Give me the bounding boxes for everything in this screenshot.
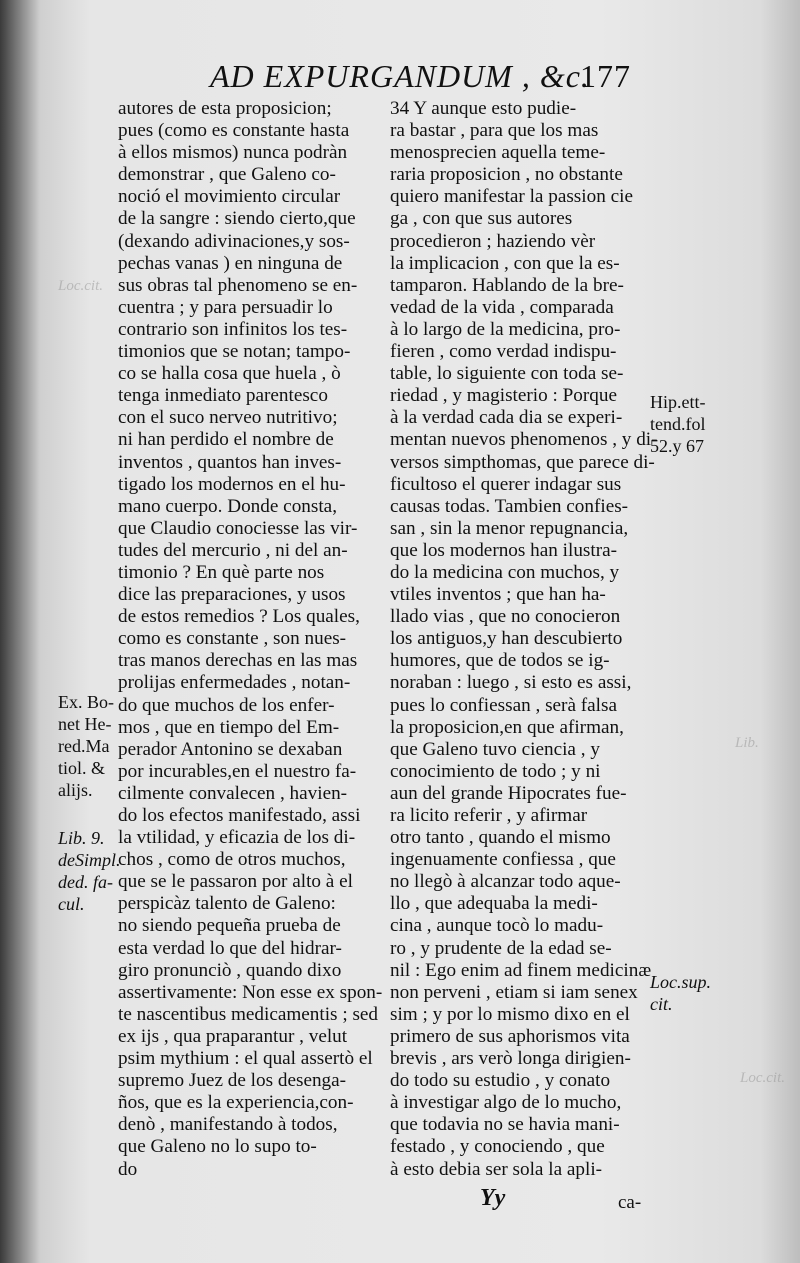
text-line: la vtilidad, y eficazia de los di- bbox=[118, 827, 356, 849]
text-line: do todo su estudio , y conato bbox=[390, 1070, 611, 1092]
text-line: vtiles inventos ; que han ha- bbox=[390, 584, 606, 606]
text-line: la implicacion , con que la es- bbox=[390, 252, 620, 274]
text-line: psim mythium : el qual assertò el bbox=[118, 1048, 373, 1070]
text-line: te nascentibus medicamentis ; sed bbox=[118, 1003, 379, 1025]
margin-note-line: ded. fa- bbox=[58, 872, 113, 893]
signature-mark: Yy bbox=[480, 1185, 506, 1211]
text-line: festado , y conociendo , que bbox=[390, 1136, 605, 1158]
text-line: 34 Y aunque esto pudie- bbox=[390, 98, 577, 119]
text-line: esta verdad lo que del hidrar- bbox=[118, 937, 342, 959]
running-head-title: AD EXPURGANDUM , &c. bbox=[210, 58, 590, 94]
text-line: à lo largo de la medicina, pro- bbox=[390, 318, 621, 340]
text-line: humores, que de todos se ig- bbox=[390, 650, 610, 672]
text-line: tenga inmediato parentesco bbox=[118, 385, 328, 407]
text-line: tamparon. Hablando de la bre- bbox=[390, 274, 624, 296]
margin-note-line: Loc.sup. bbox=[650, 972, 712, 992]
text-line: autores de esta proposicion; bbox=[118, 98, 332, 119]
text-line: noraban : luego , si esto es assi, bbox=[390, 672, 632, 694]
text-line: sim ; y por lo mismo dixo en el bbox=[390, 1003, 630, 1025]
text-line: nil : Ego enim ad finem medicinæ bbox=[390, 959, 652, 981]
text-line: primero de sus aphorismos vita bbox=[390, 1025, 630, 1047]
text-line: que todavia no se havia mani- bbox=[390, 1114, 620, 1136]
text-line: causas todas. Tambien confies- bbox=[390, 495, 629, 517]
catchword: ca- bbox=[618, 1192, 642, 1213]
text-line: ga , con que sus autores bbox=[390, 208, 573, 230]
text-line: perspicàz talento de Galeno: bbox=[118, 893, 336, 915]
text-line: demonstrar , que Galeno co- bbox=[118, 164, 336, 186]
text-line: no siendo pequeña prueba de bbox=[118, 915, 341, 937]
text-line: cilmente convalecen , havien- bbox=[118, 782, 348, 804]
text-line: timonios que se notan; tampo- bbox=[118, 341, 351, 363]
text-line: ra licito referir , y afirmar bbox=[390, 805, 588, 826]
text-line: con el suco nerveo nutritivo; bbox=[118, 407, 338, 429]
text-line: chos , como de otros muchos, bbox=[118, 849, 346, 871]
text-line: cina , aunque tocò lo madu- bbox=[390, 915, 604, 937]
text-line: por incurables,en el nuestro fa- bbox=[118, 760, 357, 782]
text-line: do los efectos manifestado, assi bbox=[118, 805, 361, 826]
text-line: que se le passaron por alto à el bbox=[118, 871, 353, 893]
text-line: co se halla cosa que huela , ò bbox=[118, 363, 341, 385]
margin-note-right-2 bbox=[650, 972, 711, 1016]
text-line: pues lo confiessan , serà falsa bbox=[390, 694, 617, 716]
margin-note-line: Hip.ett- bbox=[650, 392, 706, 412]
text-line: que Galeno no lo supo to- bbox=[118, 1136, 317, 1158]
margin-note-line: deSimpl. bbox=[58, 850, 121, 871]
text-line: que Galeno tuvo ciencia , y bbox=[390, 738, 600, 760]
text-line: conocimiento de todo ; y ni bbox=[390, 760, 601, 782]
text-line: como es constante , son nues- bbox=[118, 628, 347, 650]
text-line: perador Antonino se dexaban bbox=[118, 738, 343, 760]
text-line: aun del grande Hipocrates fue- bbox=[390, 782, 627, 804]
text-line: los antiguos,y han descubierto bbox=[390, 628, 623, 650]
text-line: ingenuamente confiessa , que bbox=[390, 849, 616, 871]
text-line: dice las preparaciones, y usos bbox=[118, 584, 346, 606]
text-line: table, lo siguiente con toda se- bbox=[390, 363, 624, 385]
text-line: ni han perdido el nombre de bbox=[118, 429, 334, 451]
left-text-column bbox=[118, 98, 383, 1181]
text-line: timonio ? En què parte nos bbox=[118, 561, 325, 583]
text-line: brevis , ars verò longa dirigien- bbox=[390, 1048, 631, 1070]
text-line: inventos , quantos han inves- bbox=[118, 451, 342, 473]
text-line: la proposicion,en que afirman, bbox=[390, 716, 624, 738]
text-line: prolijas enfermedades , notan- bbox=[118, 672, 351, 694]
bleed-through-text: Lib. bbox=[735, 735, 759, 751]
margin-note-line: net He- bbox=[58, 714, 112, 735]
text-line: que Claudio conociesse las vir- bbox=[118, 517, 358, 539]
margin-note-line: cit. bbox=[650, 994, 673, 1015]
margin-note-line: red.Ma bbox=[58, 736, 110, 757]
margin-note-left-2 bbox=[58, 828, 121, 916]
text-line: do que muchos de los enfer- bbox=[118, 694, 335, 716]
text-line: otro tanto , quando el mismo bbox=[390, 827, 611, 849]
text-line: pechas vanas ) en ninguna de bbox=[118, 252, 343, 274]
text-line: quiero manifestar la passion cie bbox=[390, 186, 633, 208]
margin-note-right-1 bbox=[650, 392, 706, 458]
text-line: de la sangre : siendo cierto,que bbox=[118, 208, 356, 230]
text-line: sus obras tal phenomeno se en- bbox=[118, 274, 358, 296]
text-line: à la verdad cada dia se experi- bbox=[390, 407, 623, 429]
text-line: mos , que en tiempo del Em- bbox=[118, 716, 340, 738]
bleed-through-text: Loc.cit. bbox=[740, 1070, 785, 1086]
text-line: supremo Juez de los desenga- bbox=[118, 1070, 347, 1092]
text-line: à esto debia ser sola la apli- bbox=[390, 1158, 603, 1180]
text-line: do la medicina con muchos, y bbox=[390, 561, 620, 583]
margin-note-line: 52.y 67 bbox=[650, 436, 704, 457]
running-head bbox=[210, 58, 630, 95]
text-line: mano cuerpo. Donde consta, bbox=[118, 495, 337, 517]
text-line: vedad de la vida , comparada bbox=[390, 296, 614, 318]
text-line: à investigar algo de lo mucho, bbox=[390, 1092, 622, 1114]
margin-note-left-1 bbox=[58, 692, 114, 802]
text-line: cuentra ; y para persuadir lo bbox=[118, 296, 333, 318]
margin-note-line: tiol. & bbox=[58, 758, 106, 779]
text-line: ficultoso el querer indagar sus bbox=[390, 473, 622, 495]
text-line: procedieron ; haziendo vèr bbox=[390, 230, 596, 252]
text-line: menosprecien aquella teme- bbox=[390, 142, 606, 164]
margin-note-line: cul. bbox=[58, 894, 85, 915]
text-line: fieren , como verdad indispu- bbox=[390, 341, 617, 363]
text-line: non perveni , etiam si iam senex bbox=[390, 981, 638, 1003]
margin-note-line: tend.fol bbox=[650, 414, 706, 435]
bleed-through-text: Loc.cit. bbox=[58, 278, 103, 294]
text-line: assertivamente: Non esse ex spon- bbox=[118, 981, 383, 1003]
text-line: de estos remedios ? Los quales, bbox=[118, 606, 360, 628]
text-line: raria proposicion , no obstante bbox=[390, 164, 623, 186]
margin-note-line: Lib. 9. bbox=[58, 828, 105, 848]
text-line: pues (como es constante hasta bbox=[118, 120, 350, 142]
text-line: que los modernos han ilustra- bbox=[390, 539, 618, 561]
text-line: riedad , y magisterio : Porque bbox=[390, 385, 617, 407]
text-line: versos simpthomas, que parece di- bbox=[390, 451, 655, 473]
text-line: contrario son infinitos los tes- bbox=[118, 318, 348, 340]
text-line: (dexando adivinaciones,y sos- bbox=[118, 230, 350, 252]
text-line: ra bastar , para que los mas bbox=[390, 120, 599, 142]
text-line: tras manos derechas en las mas bbox=[118, 650, 358, 672]
text-line: ro , y prudente de la edad se- bbox=[390, 937, 612, 959]
text-line: no llegò à alcanzar todo aque- bbox=[390, 871, 621, 893]
right-text-column bbox=[390, 98, 658, 1181]
text-line: mentan nuevos phenomenos , y di- bbox=[390, 429, 658, 451]
text-line: tudes del mercurio , ni del an- bbox=[118, 539, 348, 561]
text-line: llo , que adequaba la medi- bbox=[390, 893, 598, 915]
page-number: 177 bbox=[580, 58, 631, 94]
margin-note-line: alijs. bbox=[58, 780, 93, 801]
text-line: san , sin la menor repugnancia, bbox=[390, 517, 629, 539]
text-line: ños, que es la experiencia,con- bbox=[118, 1092, 354, 1114]
text-line: denò , manifestando à todos, bbox=[118, 1114, 338, 1136]
margin-note-line: Ex. Bo- bbox=[58, 692, 114, 712]
text-line: llado vias , que no conocieron bbox=[390, 606, 621, 628]
text-line: à ellos mismos) nunca podràn bbox=[118, 142, 348, 164]
text-line: ex ijs , qua praparantur , velut bbox=[118, 1025, 348, 1047]
text-line: giro pronunciò , quando dixo bbox=[118, 959, 342, 981]
text-line: tigado los modernos en el hu- bbox=[118, 473, 346, 495]
text-line: do bbox=[118, 1158, 138, 1180]
text-line: noció el movimiento circular bbox=[118, 186, 341, 208]
